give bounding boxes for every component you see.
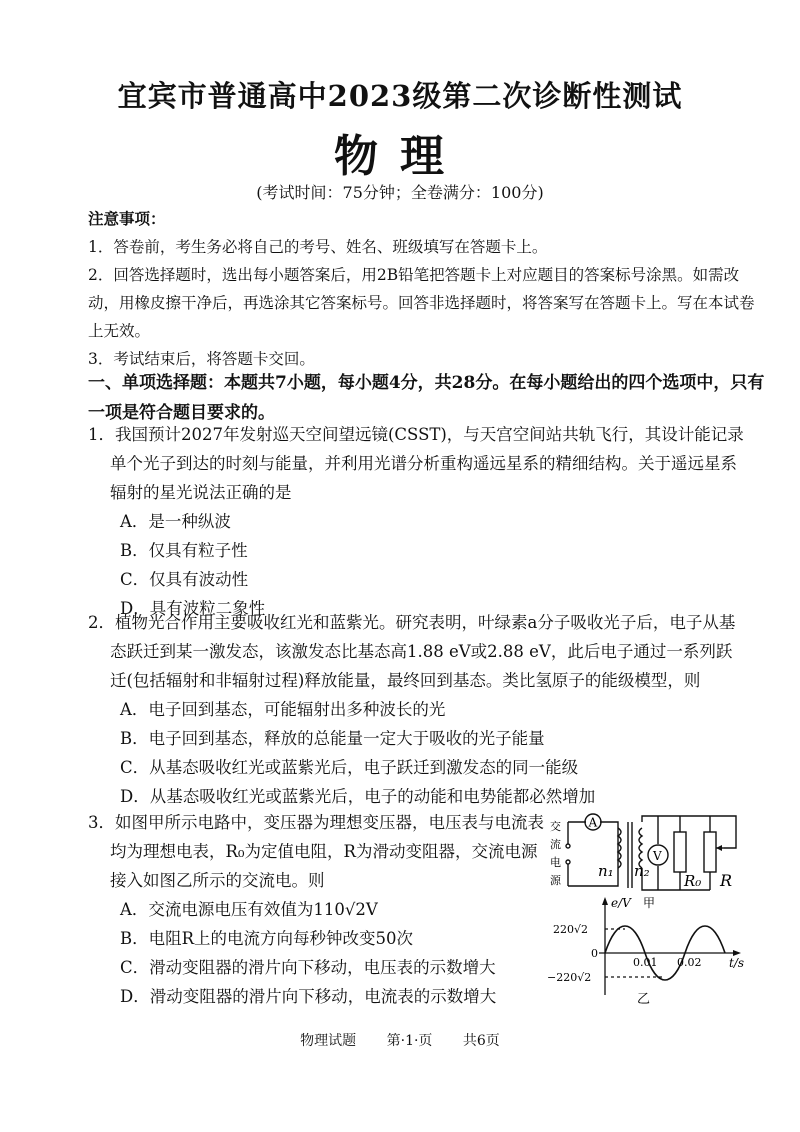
option-b: B．电阻R上的电流方向每秒钟改变50次 [120,929,414,948]
notes-heading: 注意事项： [88,209,166,228]
note-item: 1．答卷前，考生务必将自己的考号、姓名、班级填写在答题卡上。 [88,238,548,256]
option-b: B．电子回到基态，释放的总能量一定大于吸收的光子能量 [120,729,545,748]
caption-yi: 乙 [637,992,651,1007]
voltage-graph [545,895,755,1007]
r0-label: R₀ [684,872,702,890]
option-d: D．从基态吸收红光或蓝紫光后，电子的动能和电势能都必然增加 [120,787,596,806]
option-a: A．是一种纵波 [120,512,231,531]
x-axis-label: t/s [729,956,745,970]
exam-info: (考试时间：75分钟；全卷满分：100分) [256,183,544,202]
question-stem: 1．我国预计2027年发射巡天空间望远镜(CSST)，与天宫空间站共轨飞行，其设计能记录单个光子到达的时刻与能量，并利用光谱分析重构遥远星系的精细结构。关于遥远星系辐射的星光说法正确的是 [88,425,744,502]
option-d: D．具有波粒二象性 [120,599,266,618]
note-item: 3．考试结束后，将答题卡交回。 [88,350,315,368]
y-min-label: −220√2 [547,971,592,984]
footer-subject: 物理试题 [300,1033,357,1049]
y-axis-label: e/V [611,896,631,910]
source-label-1: 交 [550,820,561,833]
origin-label: 0 [591,947,598,960]
y-max-label: 220√2 [553,923,589,936]
n2-label: n₂ [634,862,650,880]
resistor-r0 [674,832,686,872]
note-item: 2．回答选择题时，选出每小题答案后，用2B铅笔把答题卡上对应题目的答案标号涂黑。如需改动，用橡皮擦干净后，再选涂其它答案标号。回答非选择题时，将答案写在答题卡上。写在本试卷上无效。 [88,266,755,340]
rheostat-r [704,832,716,872]
subject-title: 物理 [334,131,466,182]
exam-title: 宜宾市普通高中2023级第二次诊断性测试 [117,79,683,113]
option-a: A．电子回到基态，可能辐射出多种波长的光 [120,700,446,719]
n1-label: n₁ [598,862,614,880]
circuit-diagram [548,808,748,900]
caption-jia: 甲 [643,896,656,910]
voltmeter-label: V [653,849,662,863]
question-3 [88,808,548,1011]
notes-block [88,205,768,373]
question-1 [88,420,748,623]
r-label: R [720,871,733,890]
source-label-2: 流 [550,838,561,851]
page-footer [0,1030,800,1050]
option-a: A．交流电源电压有效值为110√2V [120,900,378,919]
section-heading: 一、单项选择题：本题共7小题，每小题4分，共28分。在每小题给出的四个选项中，只有一项是符合题目要求的。 [88,373,765,423]
tick-label-002: 0.02 [677,956,702,969]
source-label-4: 源 [550,874,561,887]
ammeter-label: A [588,815,598,830]
question-2 [88,608,748,811]
footer-total: 共6页 [462,1033,500,1049]
option-c: C．仅具有波动性 [120,570,249,589]
option-c: C．滑动变阻器的滑片向下移动，电压表的示数增大 [120,958,496,977]
option-b: B．仅具有粒子性 [120,541,248,560]
source-label-3: 电 [550,856,561,869]
tick-label-001: 0.01 [633,956,658,969]
footer-page: 第·1·页 [386,1033,433,1049]
question-stem: 2．植物光合作用主要吸收红光和蓝紫光。研究表明，叶绿素a分子吸收光子后，电子从基态跃迁到某一激发态，该激发态比基态高1.88 eV或2.88 eV，此后电子通过一系列跃迁(包括辐射和非辐射过程)释放能量，最终回到基态。类比氢原子的能级模型，则 [88,613,736,690]
option-c: C．从基态吸收红光或蓝紫光后，电子跃迁到激发态的同一能级 [120,758,579,777]
option-d: D．滑动变阻器的滑片向下移动，电流表的示数增大 [120,987,497,1006]
question-stem: 3．如图甲所示电路中，变压器为理想变压器，电压表与电流表均为理想电表，R₀为定值电阻，R为滑动变阻器，交流电源接入如图乙所示的交流电。则 [88,813,544,890]
